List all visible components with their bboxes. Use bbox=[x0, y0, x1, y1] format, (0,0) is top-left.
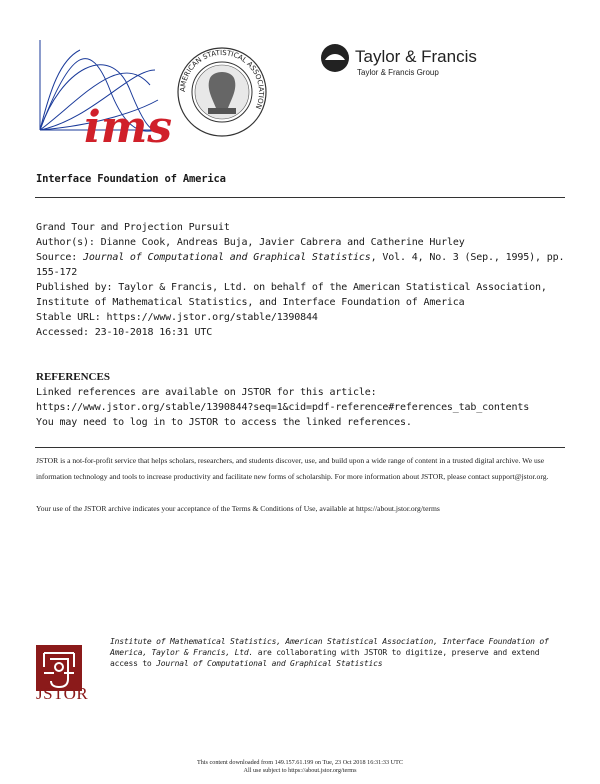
authors-value: Dianne Cook, Andreas Buja, Javier Cabrera and Catherine Hurley bbox=[100, 237, 465, 248]
publisher-logos bbox=[0, 30, 600, 150]
taylor-francis-logo bbox=[321, 44, 477, 77]
article-source bbox=[36, 250, 576, 265]
references-section bbox=[36, 370, 576, 430]
stable-url-link[interactable]: Stable URL: https://www.jstor.org/stable/1390844 bbox=[36, 312, 318, 323]
collab-middle: are collaborating with JSTOR to digitize, preserve and extend access to bbox=[110, 648, 540, 668]
references-line3: You may need to log in to JSTOR to access the linked references. bbox=[36, 417, 412, 428]
ims-logo-text: ims bbox=[84, 102, 173, 150]
collab-journal: Journal of Computational and Graphical Statistics bbox=[156, 659, 383, 668]
jstor-notice bbox=[36, 453, 566, 533]
authors-label: Author(s): bbox=[36, 237, 95, 248]
divider-bottom bbox=[35, 447, 565, 448]
asa-seal-text: AMERICAN STATISTICAL ASSOCIATION bbox=[178, 48, 266, 111]
references-line1: Linked references are available on JSTOR for this article: bbox=[36, 387, 377, 398]
source-label: Source: bbox=[36, 252, 78, 263]
published-line2: Institute of Mathematical Statistics, and Interface Foundation of America bbox=[36, 297, 465, 308]
source-journal: Journal of Computational and Graphical Statistics bbox=[82, 252, 371, 263]
accessed-date: Accessed: 23-10-2018 16:31 UTC bbox=[36, 327, 213, 338]
tf-brand: Taylor & Francis bbox=[355, 47, 477, 66]
asa-seal bbox=[178, 48, 266, 136]
published-line1: Taylor & Francis, Ltd. on behalf of the American Statistical Association, bbox=[112, 282, 547, 293]
references-heading: REFERENCES bbox=[36, 371, 110, 383]
jstor-notice-para2: Your use of the JSTOR archive indicates your acceptance of the Terms & Conditions of Use, available at https://about.jstor.org/terms bbox=[36, 504, 440, 513]
footer-line2: All use subject to https://about.jstor.org/terms bbox=[243, 767, 357, 774]
source-pages: 155-172 bbox=[36, 267, 78, 278]
article-authors bbox=[36, 235, 576, 250]
published-label: Published by: bbox=[36, 282, 113, 293]
divider-top bbox=[35, 197, 565, 198]
download-footer bbox=[0, 759, 600, 775]
ims-logo bbox=[40, 40, 172, 150]
references-link[interactable]: https://www.jstor.org/stable/1390844?seq=1&cid=pdf-reference#references_tab_contents bbox=[36, 402, 530, 413]
article-title: Grand Tour and Projection Pursuit bbox=[36, 222, 230, 233]
source-details: , Vol. 4, No. 3 (Sep., 1995), pp. bbox=[370, 252, 565, 263]
publisher-line: Interface Foundation of America bbox=[36, 173, 226, 185]
collaboration-statement bbox=[110, 636, 570, 669]
footer-line1: This content downloaded from 149.157.61.199 on Tue, 23 Oct 2018 16:31:33 UTC bbox=[196, 759, 404, 766]
article-publisher bbox=[36, 280, 576, 295]
jstor-notice-para1: JSTOR is a not-for-profit service that helps scholars, researchers, and students discover, use, and build upon a wide range of content in a trusted digital archive. We use information technology and tools to increase productivity and facilitate new forms of scholarship. For more information about JSTOR, please contact support@jstor.org. bbox=[36, 456, 549, 481]
collab-orgs: Institute of Mathematical Statistics, American Statistical Association, Interface Foundation of America, Taylor & Francis, Ltd. bbox=[110, 637, 549, 657]
jstor-wordmark: JSTOR bbox=[36, 684, 89, 703]
tf-group: Taylor & Francis Group bbox=[357, 68, 439, 77]
article-metadata bbox=[36, 220, 576, 340]
